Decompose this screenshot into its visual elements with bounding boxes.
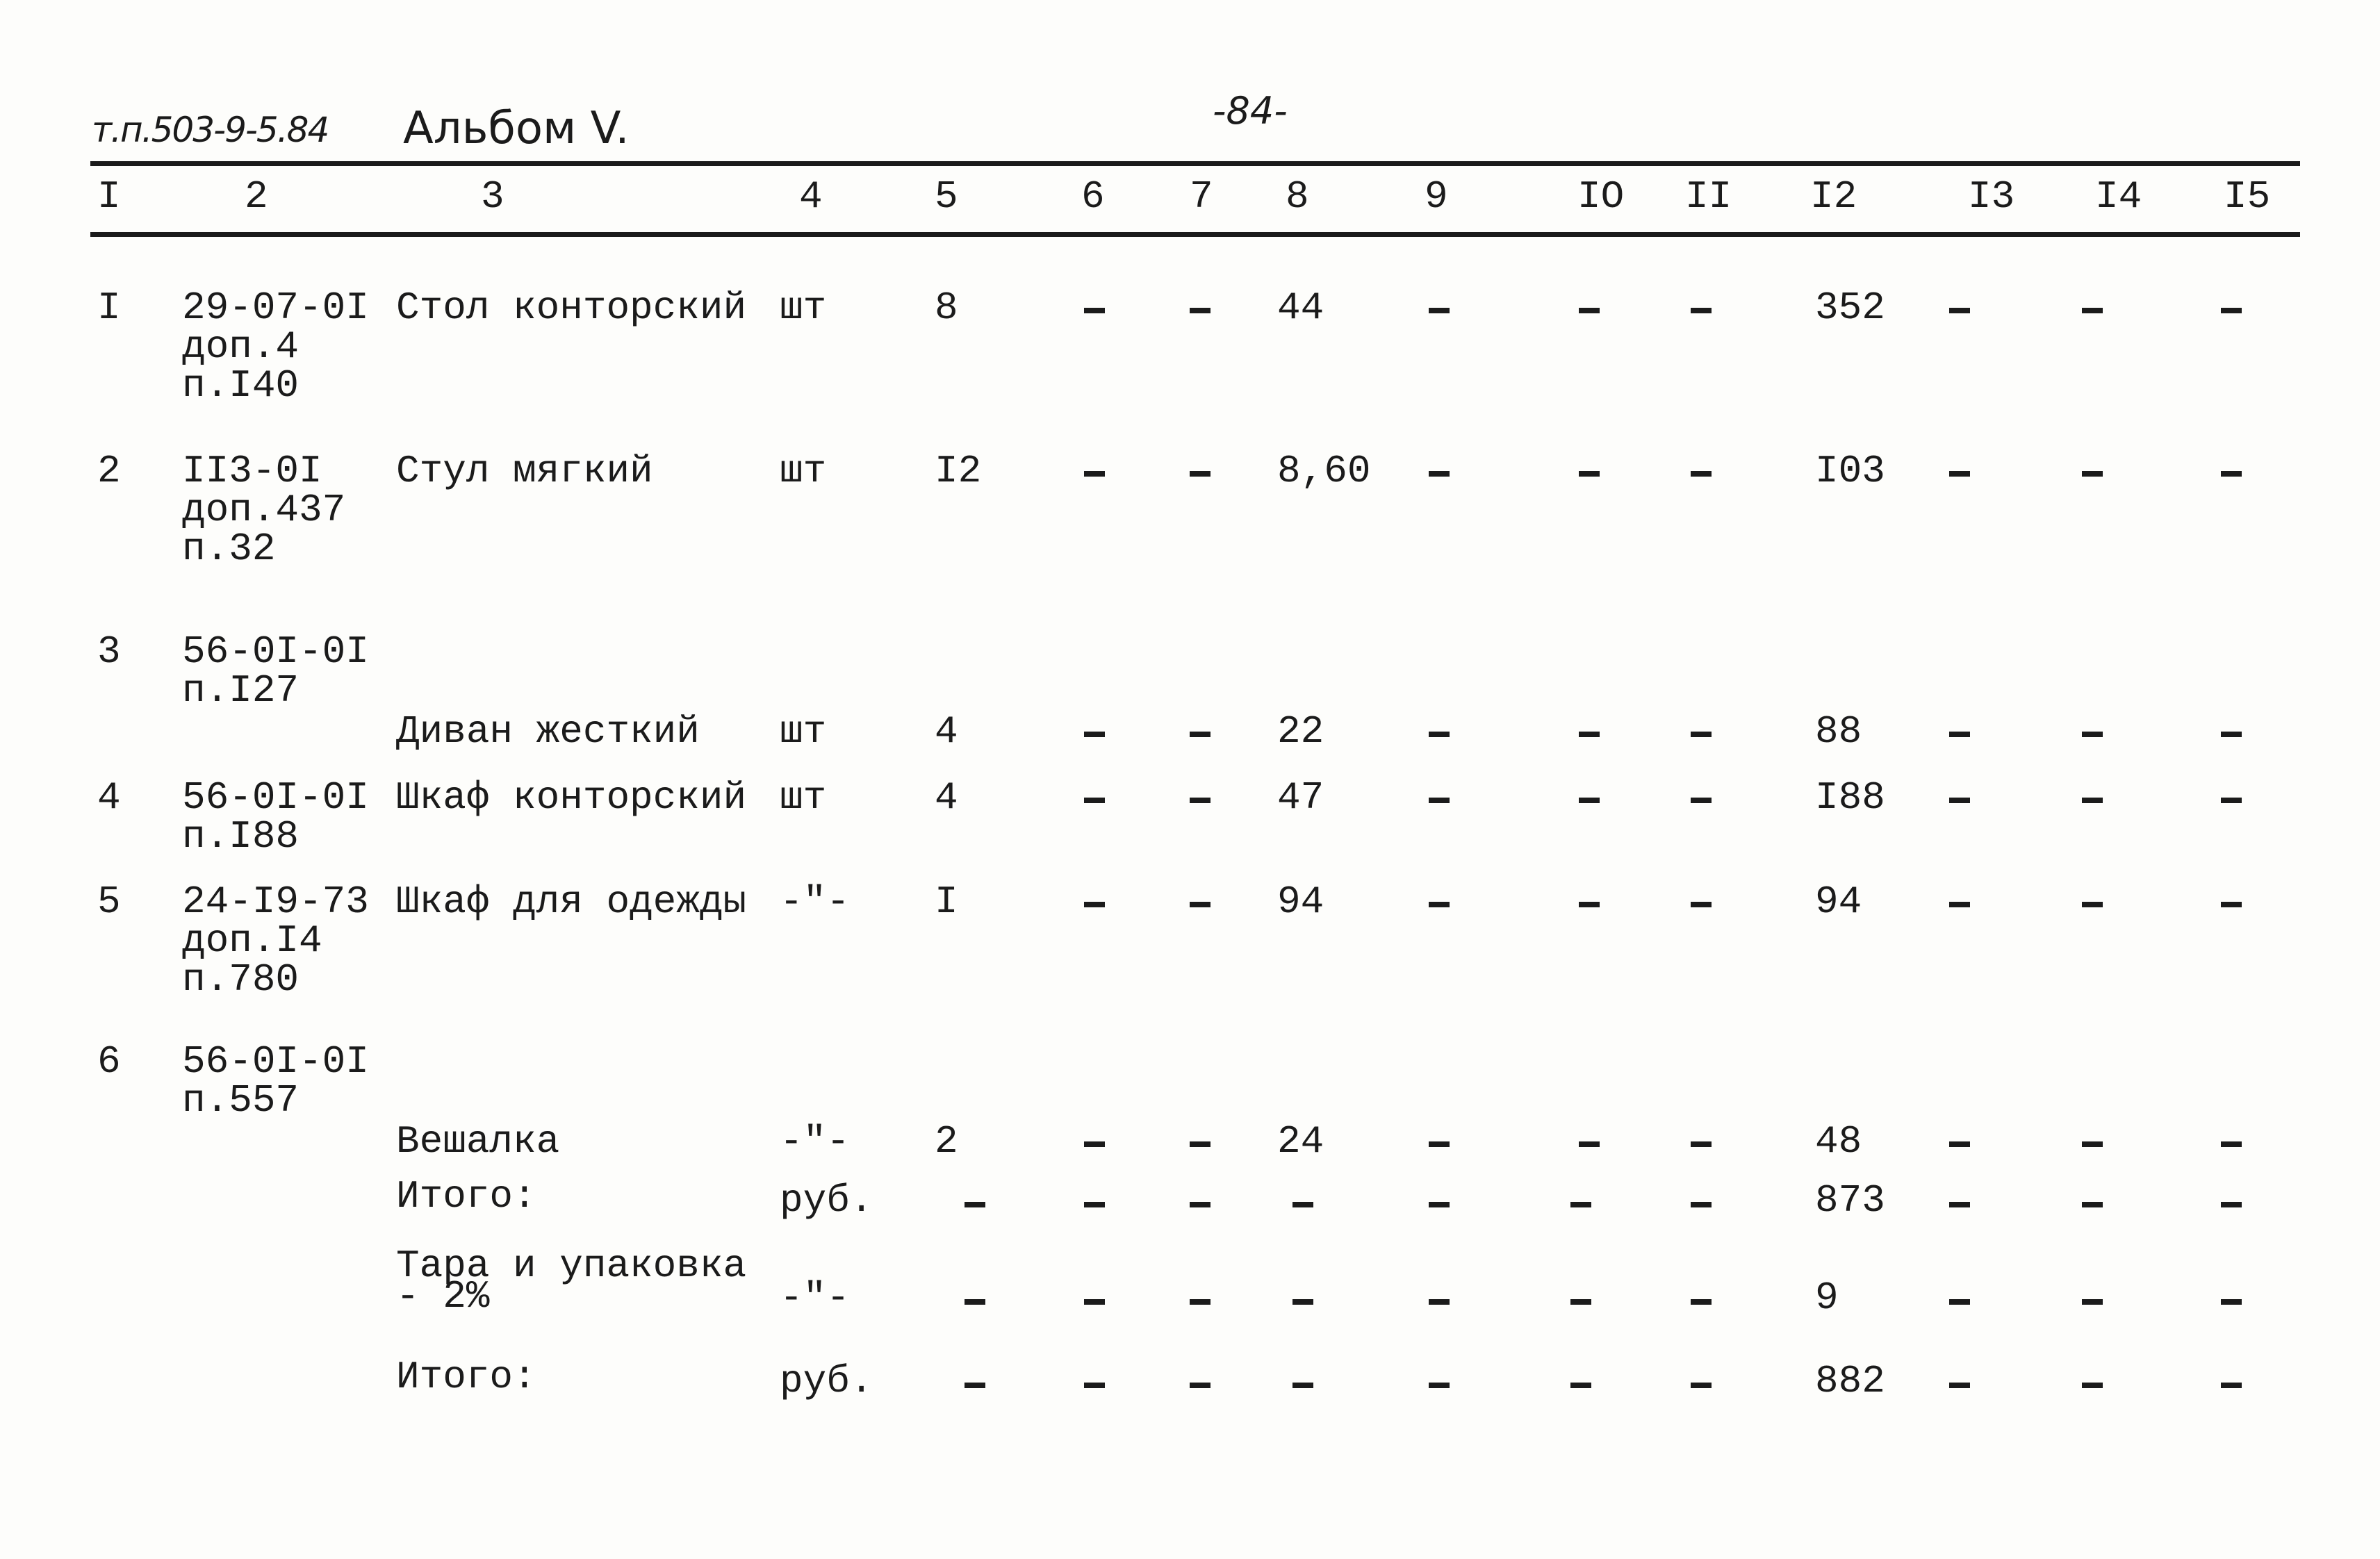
- empty-cell-dash: [1579, 471, 1600, 477]
- empty-cell-dash: [2082, 308, 2103, 313]
- empty-cell-dash: [1084, 1383, 1105, 1388]
- quantity: 2: [935, 1119, 958, 1164]
- column-number-6: 6: [1081, 174, 1105, 219]
- empty-cell-dash: [1429, 732, 1450, 737]
- item-name: Стул мягкий: [396, 449, 653, 493]
- empty-cell-dash: [2082, 902, 2103, 907]
- empty-cell-dash: [2082, 471, 2103, 477]
- empty-cell-dash: [2221, 471, 2242, 477]
- catalog-reference-line: п.32: [182, 527, 276, 571]
- catalog-reference-line: п.I27: [182, 668, 299, 713]
- total-cost: I03: [1815, 449, 1885, 493]
- empty-cell-dash: [2221, 1383, 2242, 1388]
- empty-cell-dash: [2082, 1299, 2103, 1305]
- empty-cell-dash: [1190, 1383, 1210, 1388]
- empty-cell-dash: [1949, 1299, 1970, 1305]
- summary-total: 882: [1815, 1359, 1885, 1403]
- empty-cell-dash: [2082, 798, 2103, 803]
- unit-price: 47: [1277, 775, 1324, 820]
- item-name: Стол конторский: [396, 286, 747, 330]
- catalog-reference-line: 24-I9-73: [182, 880, 369, 924]
- unit-price: 8,60: [1277, 449, 1371, 493]
- empty-cell-dash: [1691, 1141, 1712, 1147]
- summary-unit: -"-: [780, 1276, 850, 1320]
- empty-cell-dash: [1190, 798, 1210, 803]
- column-number-9: 9: [1425, 174, 1448, 219]
- empty-cell-dash: [965, 1299, 985, 1305]
- empty-cell-dash: [1429, 471, 1450, 477]
- empty-cell-dash: [1949, 1141, 1970, 1147]
- empty-cell-dash: [1691, 902, 1712, 907]
- empty-cell-dash: [965, 1383, 985, 1388]
- empty-cell-dash: [1949, 308, 1970, 313]
- empty-cell-dash: [1292, 1299, 1313, 1305]
- quantity: 8: [935, 286, 958, 330]
- summary-total: 9: [1815, 1276, 1839, 1320]
- catalog-reference-line: доп.4: [182, 324, 299, 369]
- catalog-reference: [182, 880, 369, 1002]
- empty-cell-dash: [1949, 471, 1970, 477]
- catalog-reference-line: п.557: [182, 1078, 299, 1123]
- empty-cell-dash: [1579, 1141, 1600, 1147]
- row-number: 5: [97, 880, 121, 924]
- unit-price: 94: [1277, 880, 1324, 924]
- item-name: Вешалка: [396, 1119, 560, 1164]
- empty-cell-dash: [965, 1202, 985, 1207]
- empty-cell-dash: [2221, 1141, 2242, 1147]
- item-name: Шкаф для одежды: [396, 880, 747, 924]
- empty-cell-dash: [1691, 308, 1712, 313]
- unit: шт: [780, 286, 827, 330]
- catalog-reference-line: п.I40: [182, 363, 299, 408]
- column-number-5: 5: [935, 174, 958, 219]
- column-number-1: I: [97, 174, 121, 219]
- empty-cell-dash: [1429, 902, 1450, 907]
- empty-cell-dash: [2082, 732, 2103, 737]
- page-number: -84-: [1213, 89, 1288, 133]
- catalog-reference-line: п.I88: [182, 814, 299, 859]
- unit-price: 24: [1277, 1119, 1324, 1164]
- catalog-reference-line: доп.I4: [182, 918, 322, 963]
- header-rule-bottom: [90, 232, 2300, 237]
- empty-cell-dash: [1084, 732, 1105, 737]
- empty-cell-dash: [2221, 732, 2242, 737]
- empty-cell-dash: [1190, 732, 1210, 737]
- empty-cell-dash: [1949, 1383, 1970, 1388]
- empty-cell-dash: [1084, 1141, 1105, 1147]
- unit: шт: [780, 449, 827, 493]
- row-number: 2: [97, 449, 121, 493]
- empty-cell-dash: [1570, 1202, 1591, 1207]
- column-number-12: I2: [1810, 174, 1857, 219]
- unit: -"-: [780, 880, 850, 924]
- empty-cell-dash: [1579, 732, 1600, 737]
- unit: -"-: [780, 1119, 850, 1164]
- catalog-reference: [182, 629, 369, 713]
- column-number-8: 8: [1286, 174, 1309, 219]
- empty-cell-dash: [2221, 902, 2242, 907]
- total-cost: 48: [1815, 1119, 1862, 1164]
- empty-cell-dash: [1429, 1299, 1450, 1305]
- empty-cell-dash: [1190, 1299, 1210, 1305]
- catalog-reference-line: II3-0I: [182, 449, 322, 493]
- catalog-reference-line: п.780: [182, 957, 299, 1002]
- empty-cell-dash: [1579, 308, 1600, 313]
- empty-cell-dash: [2082, 1383, 2103, 1388]
- empty-cell-dash: [2082, 1202, 2103, 1207]
- empty-cell-dash: [1190, 1202, 1210, 1207]
- column-number-4: 4: [799, 174, 823, 219]
- row-number: 3: [97, 629, 121, 674]
- empty-cell-dash: [2221, 1299, 2242, 1305]
- column-number-7: 7: [1190, 174, 1213, 219]
- empty-cell-dash: [1570, 1299, 1591, 1305]
- empty-cell-dash: [1691, 1383, 1712, 1388]
- catalog-reference: [182, 286, 369, 408]
- empty-cell-dash: [1429, 1383, 1450, 1388]
- empty-cell-dash: [1949, 902, 1970, 907]
- empty-cell-dash: [1084, 308, 1105, 313]
- empty-cell-dash: [2221, 308, 2242, 313]
- column-number-3: 3: [481, 174, 504, 219]
- empty-cell-dash: [1691, 471, 1712, 477]
- item-name: Диван жесткий: [396, 709, 700, 754]
- empty-cell-dash: [1190, 308, 1210, 313]
- column-number-15: I5: [2224, 174, 2271, 219]
- empty-cell-dash: [1949, 732, 1970, 737]
- empty-cell-dash: [1949, 1202, 1970, 1207]
- catalog-reference-line: доп.437: [182, 488, 346, 532]
- summary-unit: руб.: [780, 1178, 873, 1223]
- empty-cell-dash: [1949, 798, 1970, 803]
- quantity: 4: [935, 709, 958, 754]
- unit-price: 22: [1277, 709, 1324, 754]
- column-number-14: I4: [2095, 174, 2142, 219]
- unit-price: 44: [1277, 286, 1324, 330]
- empty-cell-dash: [1691, 1202, 1712, 1207]
- row-number: I: [97, 286, 121, 330]
- empty-cell-dash: [1084, 1299, 1105, 1305]
- empty-cell-dash: [1084, 471, 1105, 477]
- summary-label: Итого:: [396, 1174, 536, 1219]
- empty-cell-dash: [1292, 1202, 1313, 1207]
- unit: шт: [780, 775, 827, 820]
- empty-cell-dash: [2082, 1141, 2103, 1147]
- empty-cell-dash: [1579, 798, 1600, 803]
- empty-cell-dash: [1429, 1202, 1450, 1207]
- total-cost: 94: [1815, 880, 1862, 924]
- catalog-reference: [182, 449, 346, 571]
- row-number: 6: [97, 1039, 121, 1084]
- column-number-11: II: [1685, 174, 1732, 219]
- header-rule-top: [90, 161, 2300, 166]
- empty-cell-dash: [1292, 1383, 1313, 1388]
- empty-cell-dash: [1691, 1299, 1712, 1305]
- empty-cell-dash: [1190, 1141, 1210, 1147]
- column-number-10: IO: [1577, 174, 1625, 219]
- column-number-2: 2: [245, 174, 268, 219]
- empty-cell-dash: [1084, 798, 1105, 803]
- empty-cell-dash: [1579, 902, 1600, 907]
- catalog-reference: [182, 1039, 369, 1123]
- row-number: 4: [97, 775, 121, 820]
- catalog-reference-line: 56-0I-0I: [182, 775, 369, 820]
- empty-cell-dash: [1190, 471, 1210, 477]
- item-name: Шкаф конторский: [396, 775, 747, 820]
- album-title: Альбом V.: [403, 103, 630, 154]
- empty-cell-dash: [1084, 902, 1105, 907]
- column-number-13: I3: [1968, 174, 2015, 219]
- empty-cell-dash: [1084, 1202, 1105, 1207]
- catalog-reference: [182, 775, 369, 859]
- catalog-reference-line: 56-0I-0I: [182, 1039, 369, 1084]
- unit: шт: [780, 709, 827, 754]
- summary-label: Итого:: [396, 1355, 536, 1399]
- empty-cell-dash: [1429, 308, 1450, 313]
- empty-cell-dash: [1429, 798, 1450, 803]
- total-cost: I88: [1815, 775, 1885, 820]
- summary-unit: руб.: [780, 1359, 873, 1403]
- quantity: I2: [935, 449, 982, 493]
- empty-cell-dash: [1190, 902, 1210, 907]
- empty-cell-dash: [1691, 798, 1712, 803]
- total-cost: 352: [1815, 286, 1885, 330]
- empty-cell-dash: [1691, 732, 1712, 737]
- summary-label: Тара и упаковка - 2%: [396, 1244, 747, 1319]
- total-cost: 88: [1815, 709, 1862, 754]
- catalog-reference-line: 29-07-0I: [182, 286, 369, 330]
- document-code: т.п.503-9-5.84: [92, 110, 329, 150]
- summary-total: 873: [1815, 1178, 1885, 1223]
- quantity: 4: [935, 775, 958, 820]
- empty-cell-dash: [2221, 798, 2242, 803]
- empty-cell-dash: [1429, 1141, 1450, 1147]
- catalog-reference-line: 56-0I-0I: [182, 629, 369, 674]
- quantity: I: [935, 880, 958, 924]
- empty-cell-dash: [1570, 1383, 1591, 1388]
- empty-cell-dash: [2221, 1202, 2242, 1207]
